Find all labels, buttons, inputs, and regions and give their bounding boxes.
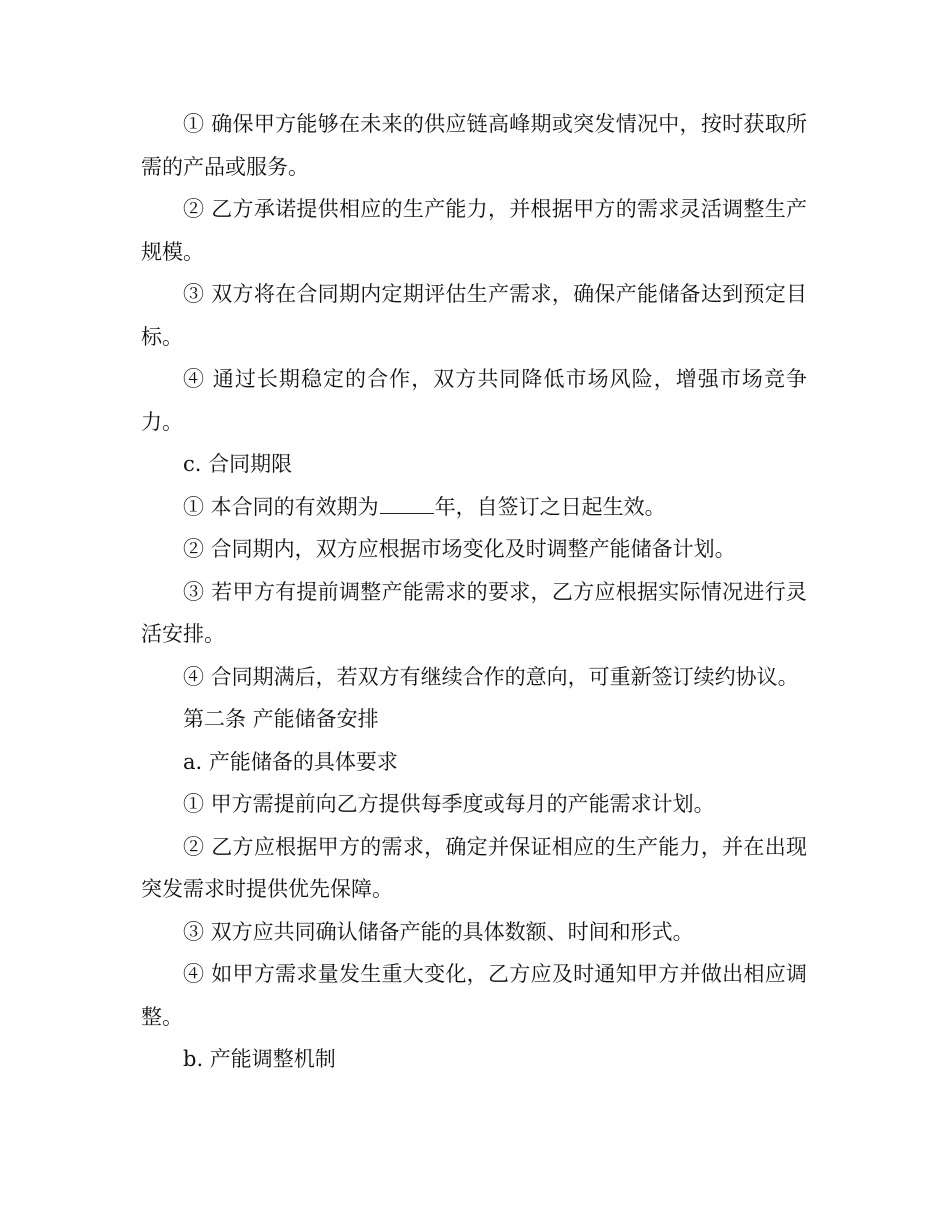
paragraph: ① 甲方需提前向乙方提供每季度或每月的产能需求计划。 xyxy=(183,792,715,816)
paragraph: ② 乙方承诺提供相应的生产能力，并根据甲方的需求灵活调整生产规模。 xyxy=(141,197,807,264)
document-body xyxy=(141,103,807,1081)
paragraph-text-before-blank: ① 本合同的有效期为 xyxy=(183,494,379,519)
paragraph: ④ 如甲方需求量发生重大变化，乙方应及时通知甲方并做出相应调整。 xyxy=(141,962,807,1029)
paragraph: ① 确保甲方能够在未来的供应链高峰期或突发情况中，按时获取所需的产品或服务。 xyxy=(141,112,807,179)
paragraph: ③ 若甲方有提前调整产能需求的要求，乙方应根据实际情况进行灵活安排。 xyxy=(141,579,807,646)
paragraph: ④ 合同期满后，若双方有继续合作的意向，可重新签订续约协议。 xyxy=(183,664,799,689)
paragraph-text-after-blank: 年，自签订之日起生效。 xyxy=(434,494,666,519)
section-heading: c. 合同期限 xyxy=(183,452,293,476)
paragraph: ② 合同期内，双方应根据市场变化及时调整产能储备计划。 xyxy=(183,537,736,561)
paragraph-with-blank xyxy=(141,486,807,529)
paragraph: ③ 双方将在合同期内定期评估生产需求，确保产能储备达到预定目标。 xyxy=(141,282,807,349)
paragraph: ③ 双方应共同确认储备产能的具体数额、时间和形式。 xyxy=(183,919,694,944)
section-heading: b. 产能调整机制 xyxy=(183,1047,336,1071)
paragraph: ④ 通过长期稳定的合作，双方共同降低市场风险，增强市场竞争力。 xyxy=(141,367,807,434)
fill-in-blank xyxy=(380,491,434,514)
paragraph: ② 乙方应根据甲方的需求，确定并保证相应的生产能力，并在出现突发需求时提供优先保障。 xyxy=(141,834,807,901)
section-heading: a. 产能储备的具体要求 xyxy=(183,749,398,774)
article-heading: 第二条 产能储备安排 xyxy=(183,707,379,731)
